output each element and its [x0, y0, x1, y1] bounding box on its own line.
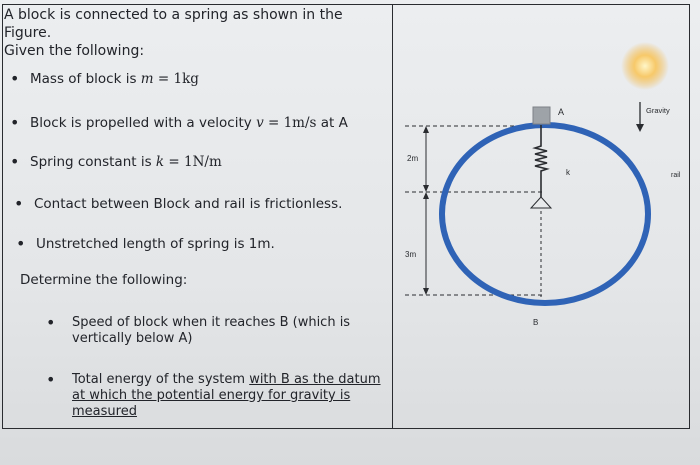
dim-upper-label: 2m — [407, 154, 419, 163]
intro-line-2: Given the following: — [4, 43, 145, 59]
determine-heading: Determine the following: — [20, 272, 188, 288]
label-gravity: Gravity — [646, 106, 670, 115]
problem-text — [4, 6, 390, 60]
intro-line-1: A block is connected to a spring as shown in the Figure. — [4, 7, 343, 41]
block — [533, 107, 550, 124]
gravity-arrowhead — [636, 124, 644, 132]
given-item-velocity: • Block is propelled with a velocity v = 1m/s at A — [30, 114, 348, 132]
given-item-mass: • Mass of block is m = 1kg — [30, 70, 199, 88]
label-b: B — [533, 318, 539, 327]
spring — [535, 125, 547, 197]
given-item-spring-length: • Unstretched length of spring is 1m. — [36, 235, 275, 253]
spring-rail-figure — [393, 5, 688, 427]
dim-lower-label: 3m — [405, 250, 417, 259]
label-a: A — [558, 107, 565, 117]
label-rail: rail — [671, 172, 681, 179]
pivot-support — [531, 197, 551, 208]
label-k: k — [566, 168, 570, 177]
question-energy: • Total energy of the system with B as the datum at which the potential energy for gravity is measured — [72, 372, 384, 420]
given-item-frictionless: • Contact between Block and rail is frictionless. — [34, 195, 342, 213]
light-glare — [621, 42, 669, 90]
given-item-spring-constant: • Spring constant is k = 1N/m — [30, 153, 222, 171]
question-speed: • Speed of block when it reaches B (which is vertically below A) — [72, 315, 384, 347]
